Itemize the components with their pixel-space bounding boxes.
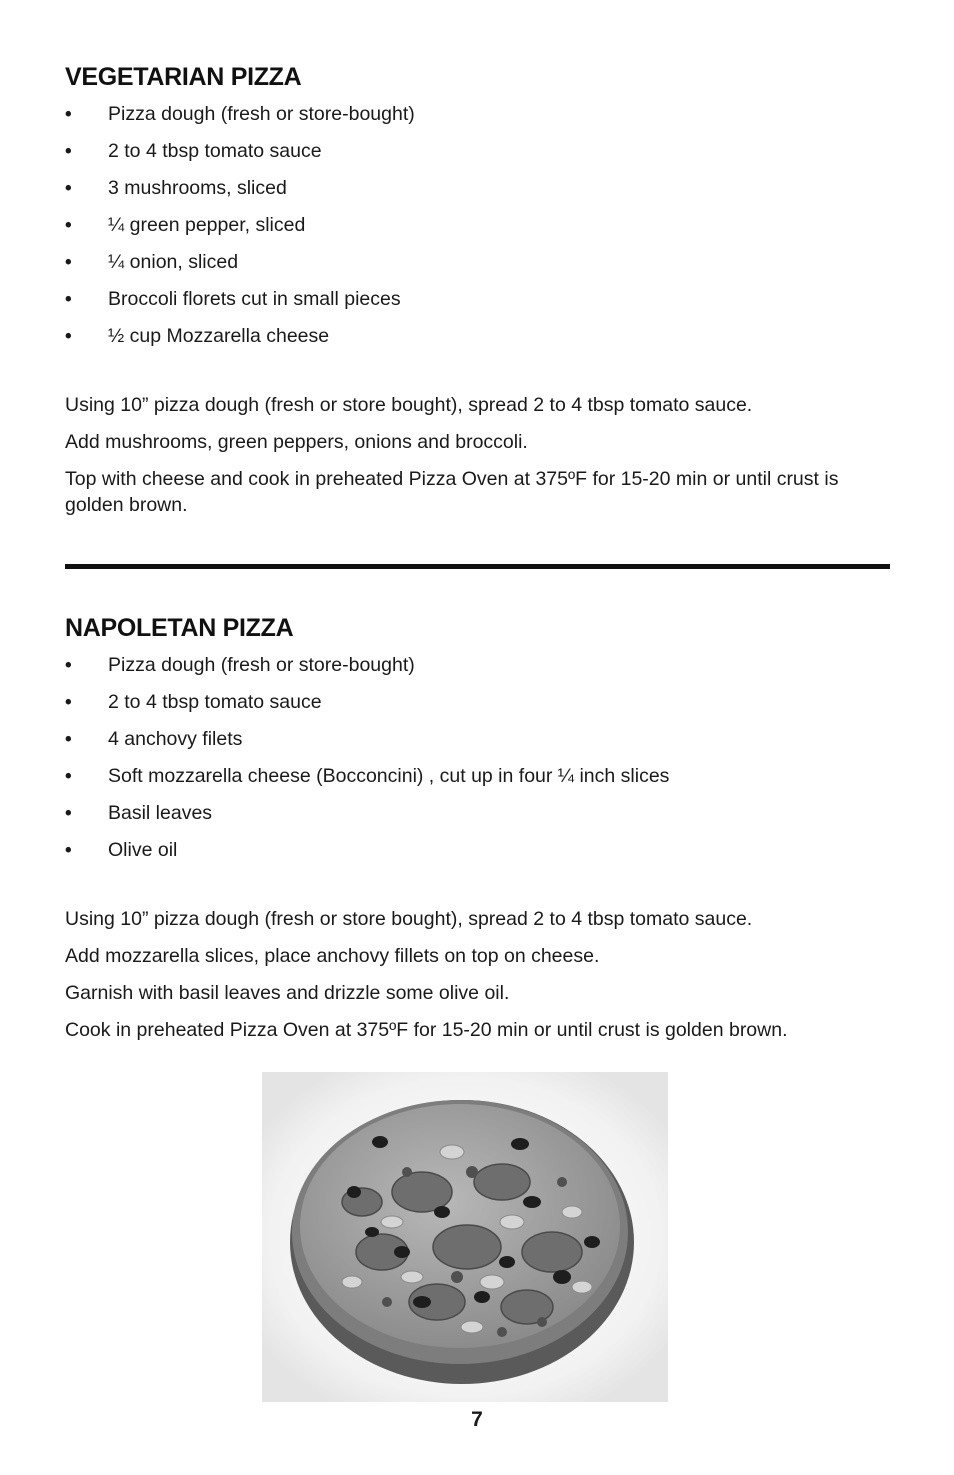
list-item bbox=[65, 832, 890, 869]
vegetarian-ingredient-list bbox=[65, 96, 890, 355]
ingredient-text: Broccoli florets cut in small pieces bbox=[108, 288, 401, 310]
instruction-paragraph: Cook in preheated Pizza Oven at 375ºF for 15-20 min or until crust is golden brown. bbox=[65, 1019, 788, 1041]
napoletan-instructions bbox=[65, 906, 890, 1054]
ingredient-text: Pizza dough (fresh or store-bought) bbox=[108, 654, 415, 676]
ingredient-text: Olive oil bbox=[108, 839, 178, 861]
list-item bbox=[65, 133, 890, 170]
vegetarian-instructions bbox=[65, 392, 890, 529]
list-item bbox=[65, 318, 890, 355]
instruction-paragraph: Using 10” pizza dough (fresh or store bought), spread 2 to 4 tbsp tomato sauce. bbox=[65, 394, 753, 416]
section-divider bbox=[65, 564, 890, 569]
list-item bbox=[65, 170, 890, 207]
ingredient-text: 2 to 4 tbsp tomato sauce bbox=[108, 140, 322, 162]
pizza-photo bbox=[262, 1072, 668, 1402]
bullet: • bbox=[65, 655, 72, 676]
napoletan-recipe bbox=[65, 609, 890, 1054]
instruction-paragraph: Using 10” pizza dough (fresh or store bought), spread 2 to 4 tbsp tomato sauce. bbox=[65, 908, 753, 930]
list-item bbox=[65, 207, 890, 244]
list-item bbox=[65, 758, 890, 795]
page-number: 7 bbox=[471, 1408, 483, 1431]
napoletan-ingredient-list bbox=[65, 647, 890, 869]
bullet: • bbox=[65, 840, 72, 861]
list-item bbox=[65, 96, 890, 133]
napoletan-title: NAPOLETAN PIZZA bbox=[65, 614, 294, 642]
vegetarian-title: VEGETARIAN PIZZA bbox=[65, 63, 302, 91]
ingredient-text: 3 mushrooms, sliced bbox=[108, 177, 287, 199]
bullet: • bbox=[65, 104, 72, 125]
list-item bbox=[65, 244, 890, 281]
instruction-paragraph: Add mozzarella slices, place anchovy fillets on top on cheese. bbox=[65, 945, 600, 967]
bullet: • bbox=[65, 803, 72, 824]
ingredient-text: ¼ green pepper, sliced bbox=[108, 214, 306, 236]
vegetarian-recipe bbox=[65, 58, 890, 529]
bullet: • bbox=[65, 692, 72, 713]
bullet: • bbox=[65, 326, 72, 347]
bullet: • bbox=[65, 289, 72, 310]
bullet: • bbox=[65, 178, 72, 199]
pizza-illustration bbox=[262, 1072, 668, 1402]
instruction-paragraph: Garnish with basil leaves and drizzle some olive oil. bbox=[65, 982, 510, 1004]
list-item bbox=[65, 795, 890, 832]
ingredient-text: ¼ onion, sliced bbox=[108, 251, 239, 273]
ingredient-text: Pizza dough (fresh or store-bought) bbox=[108, 103, 415, 125]
instruction-paragraph: Top with cheese and cook in preheated Pizza Oven at 375ºF for 15-20 min or until crust is golden brown. bbox=[65, 468, 839, 516]
list-item bbox=[65, 281, 890, 318]
ingredient-text: Basil leaves bbox=[108, 802, 213, 824]
bullet: • bbox=[65, 215, 72, 236]
ingredient-text: 2 to 4 tbsp tomato sauce bbox=[108, 691, 322, 713]
list-item bbox=[65, 684, 890, 721]
ingredient-text: Soft mozzarella cheese (Bocconcini) , cut up in four ¼ inch slices bbox=[108, 765, 670, 787]
list-item bbox=[65, 647, 890, 684]
bullet: • bbox=[65, 141, 72, 162]
bullet: • bbox=[65, 252, 72, 273]
bullet: • bbox=[65, 766, 72, 787]
bullet: • bbox=[65, 729, 72, 750]
ingredient-text: 4 anchovy filets bbox=[108, 728, 243, 750]
list-item bbox=[65, 721, 890, 758]
instruction-paragraph: Add mushrooms, green peppers, onions and broccoli. bbox=[65, 431, 528, 453]
ingredient-text: ½ cup Mozzarella cheese bbox=[108, 325, 330, 347]
